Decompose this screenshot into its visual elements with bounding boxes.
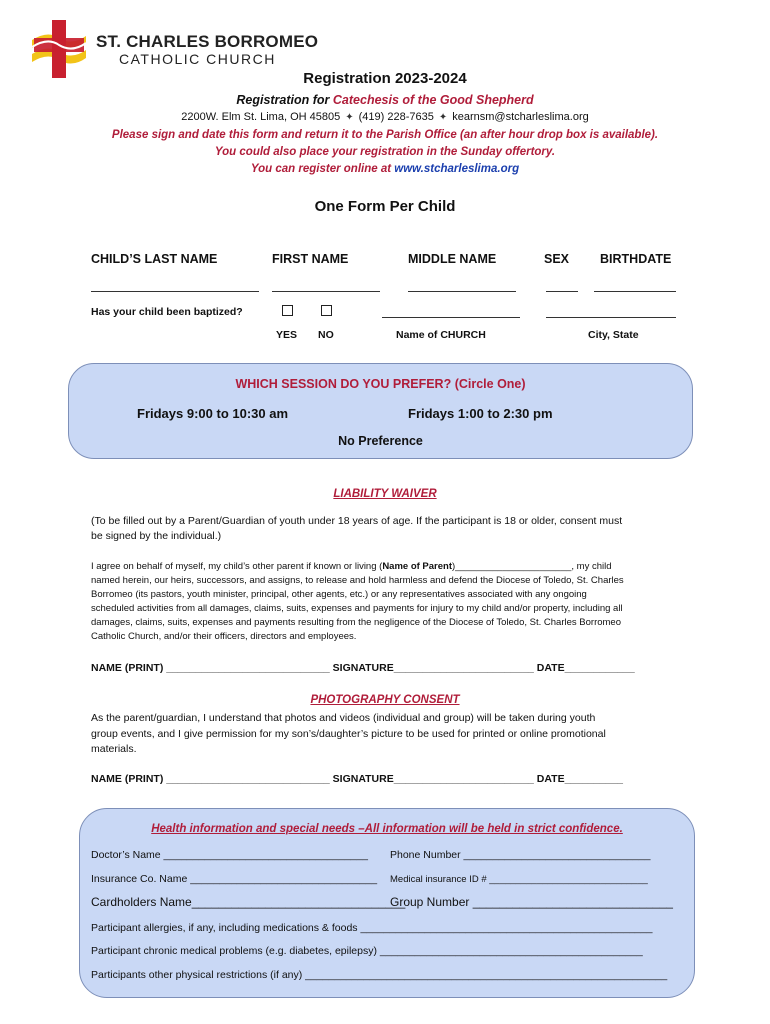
website-link[interactable]: www.stcharleslima.org — [394, 163, 520, 175]
session-option-afternoon[interactable]: Fridays 1:00 to 2:30 pm — [408, 406, 553, 421]
city-state-label: City, State — [588, 329, 639, 341]
parent-name-label: Name of Parent — [382, 561, 452, 572]
photo-signature-line[interactable]: NAME (PRINT) ____________________________ SIGNATURE________________________ DATE__________ — [91, 773, 623, 785]
subtitle-prefix: Registration for — [236, 93, 333, 107]
col-first-name: FIRST NAME — [272, 252, 349, 266]
session-option-morning[interactable]: Fridays 9:00 to 10:30 am — [137, 406, 289, 421]
church-name-field[interactable] — [382, 317, 520, 318]
col-sex: SEX — [544, 252, 570, 266]
col-last-name: CHILD’S LAST NAME — [91, 252, 218, 266]
waiver-signature-line[interactable]: NAME (PRINT) ____________________________ SIGNATURE________________________ DATE____________ — [91, 662, 635, 674]
waiver-body-3: Borromeo (its pastors, youth minister, principal, other agents, etc.) or any representatives associated with any ongoing — [91, 589, 587, 600]
instruction-3 — [0, 163, 770, 175]
photo-consent-2: group events, and I give permission for my son’s/daughter’s picture to be used for printed or online promotional — [91, 728, 606, 740]
form-subtitle — [0, 93, 770, 107]
photo-consent-3: materials. — [91, 743, 137, 755]
waiver-body-6: Catholic Church, and/or their officers, directors and employees. — [91, 631, 357, 642]
no-label: NO — [318, 329, 334, 341]
star-icon: ✦ — [345, 112, 354, 123]
photo-consent-1: As the parent/guardian, I understand that photos and videos (individual and group) will be taken during youth — [91, 712, 596, 724]
waiver-body-1c: )______________________, my child — [452, 561, 612, 572]
instruction-2: You could also place your registration in the Sunday offertory. — [214, 146, 556, 158]
medical-id-field[interactable]: Medical insurance ID # ______________________________ — [390, 874, 648, 885]
health-info-box — [79, 808, 695, 998]
form-title: Registration 2023-2024 — [303, 70, 467, 87]
church-label: Name of CHURCH — [396, 329, 486, 341]
first-name-field[interactable] — [272, 291, 380, 292]
instruction-1: Please sign and date this form and return it to the Parish Office (an after hour drop box is available). — [111, 129, 659, 141]
address: 2200W. Elm St. Lima, OH 45805 — [181, 111, 341, 123]
sex-field[interactable] — [546, 291, 578, 292]
group-number-field[interactable]: Group Number ______________________________ — [390, 895, 673, 909]
middle-name-field[interactable] — [408, 291, 516, 292]
physical-restrictions-field[interactable]: Participants other physical restrictions (if any) ______________________________________________________________ — [91, 969, 668, 981]
chronic-problems-field[interactable]: Participant chronic medical problems (e.g. diabetes, epilepsy) _____________________________________________ — [91, 945, 643, 957]
col-middle-name: MIDDLE NAME — [408, 252, 497, 266]
phone-number-field[interactable]: Phone Number ________________________________ — [390, 849, 651, 861]
cardholder-name-field[interactable]: Cardholders Name________________________________ — [91, 895, 406, 909]
birthdate-field[interactable] — [594, 291, 676, 292]
star-icon: ✦ — [438, 112, 448, 123]
instruction-3-text: You can register online at — [250, 163, 395, 175]
waiver-body-5: damages, claims, suits, expenses and payments resulting from the negligence of the Diocese of Toledo, St. Charles Borromeo — [91, 617, 621, 628]
session-preference-box — [68, 363, 693, 459]
session-option-no-preference[interactable]: No Preference — [338, 434, 423, 448]
photo-consent-title: PHOTOGRAPHY CONSENT — [310, 694, 460, 706]
logo-subname: CATHOLIC CHURCH — [119, 51, 276, 67]
one-form-heading: One Form Per Child — [314, 198, 456, 215]
waiver-body-4: scheduled activities from all damages, claims, suits, expenses and payments for injury to my child and/or property, including all — [91, 603, 623, 614]
insurance-company-field[interactable]: Insurance Co. Name ________________________________ — [91, 873, 378, 885]
email: kearnsm@stcharleslima.org — [452, 111, 589, 123]
baptized-no-checkbox[interactable] — [321, 305, 332, 316]
phone: (419) 228-7635 — [358, 111, 434, 123]
yes-label: YES — [276, 329, 298, 341]
baptized-yes-checkbox[interactable] — [282, 305, 293, 316]
city-state-field[interactable] — [546, 317, 676, 318]
doctor-name-field[interactable]: Doctor’s Name ___________________________________ — [91, 849, 368, 861]
waiver-title: LIABILITY WAIVER — [333, 488, 437, 500]
baptized-question: Has your child been baptized? — [91, 306, 243, 318]
contact-line — [0, 111, 770, 123]
program-name: Catechesis of the Good Shepherd — [332, 93, 534, 107]
waiver-body-2: named herein, our heirs, successors, and assigns, to release and hold harmless and defend the Diocese of Toledo, St. Charles — [91, 575, 624, 586]
allergies-field[interactable]: Participant allergies, if any, including medications & foods __________________________________________________ — [91, 922, 653, 934]
waiver-intro-2: be signed by the individual.) — [91, 530, 222, 542]
last-name-field[interactable] — [91, 291, 259, 292]
waiver-body-1a: I agree on behalf of myself, my child’s other parent if known or living ( — [91, 561, 383, 572]
health-title: Health information and special needs –All information will be held in strict confidence. — [151, 823, 623, 835]
session-title: WHICH SESSION DO YOU PREFER? (Circle One) — [235, 377, 526, 391]
waiver-intro-1: (To be filled out by a Parent/Guardian of youth under 18 years of age. If the participant is 18 or older, consent must — [91, 515, 623, 527]
col-birthdate: BIRTHDATE — [600, 252, 672, 266]
waiver-body-1 — [91, 560, 612, 574]
logo-name: ST. CHARLES BORROMEO — [96, 32, 319, 51]
